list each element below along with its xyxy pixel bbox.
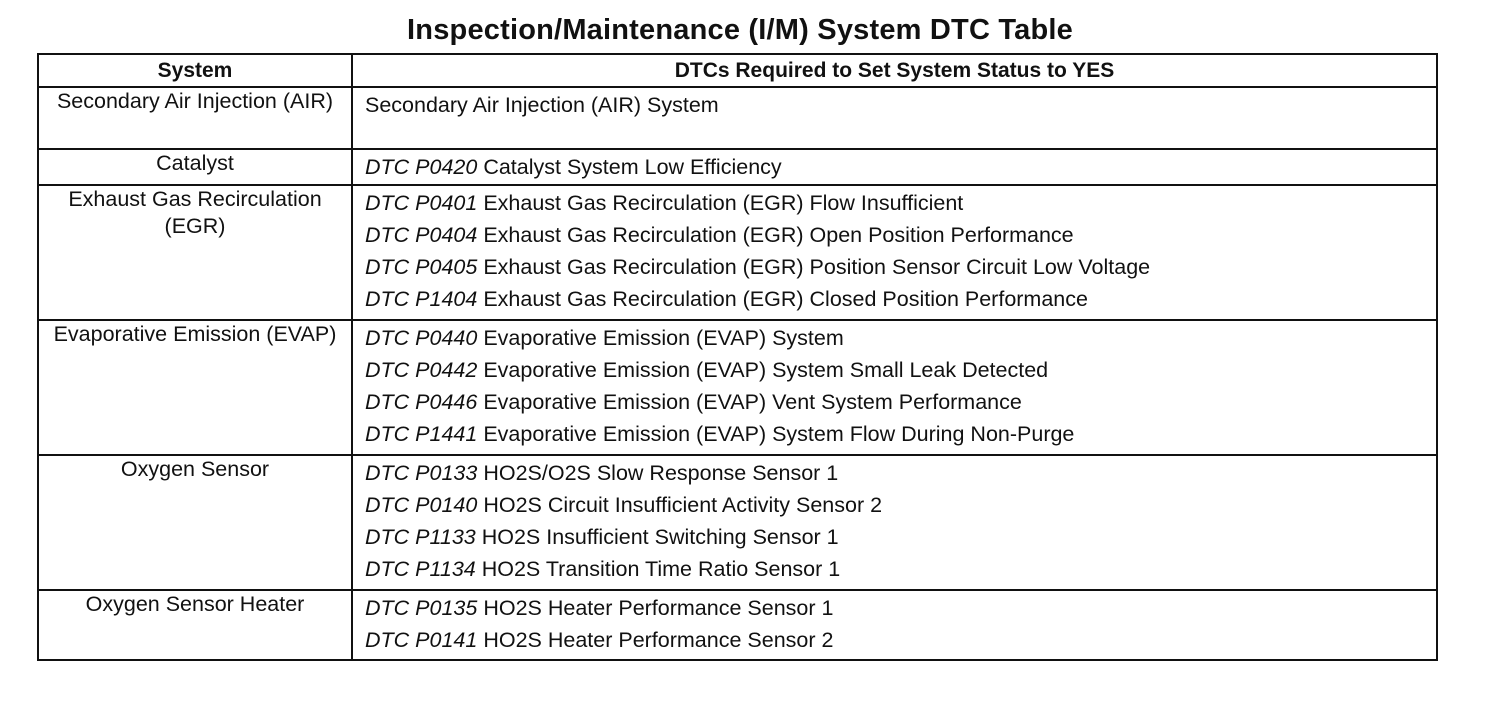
system-cell	[38, 320, 352, 455]
system-name: Evaporative Emission (EVAP)	[53, 322, 337, 346]
dtc-code: DTC P1404	[365, 287, 478, 311]
dtc-description: HO2S/O2S Slow Response Sensor 1	[483, 461, 839, 485]
table-row	[38, 185, 1437, 320]
system-cell	[38, 590, 352, 660]
header-dtcs: DTCs Required to Set System Status to YES	[352, 54, 1437, 87]
dtc-entry	[365, 387, 1436, 419]
dtc-entry	[365, 625, 1436, 657]
dtc-description: HO2S Insufficient Switching Sensor 1	[481, 525, 839, 549]
table-header-row	[38, 54, 1437, 87]
system-name: Oxygen Sensor	[120, 457, 270, 481]
dtc-description: HO2S Circuit Insufficient Activity Sensor 2	[483, 493, 883, 517]
dtc-cell	[352, 455, 1437, 590]
system-name: Oxygen Sensor Heater	[85, 592, 305, 616]
system-cell	[38, 149, 352, 185]
dtc-code: DTC P0440	[365, 326, 478, 350]
dtc-code: DTC P0140	[365, 493, 478, 517]
system-name: Catalyst	[156, 151, 234, 175]
header-system: System	[38, 54, 352, 87]
dtc-entry	[365, 490, 1436, 522]
dtc-cell	[352, 185, 1437, 320]
dtc-description: Exhaust Gas Recirculation (EGR) Flow Insufficient	[483, 191, 964, 215]
dtc-entry	[365, 284, 1436, 316]
dtc-description: Catalyst System Low Efficiency	[483, 155, 782, 179]
dtc-cell	[352, 87, 1437, 149]
dtc-entry	[365, 554, 1436, 586]
dtc-code: DTC P1133	[365, 525, 476, 549]
dtc-description: Evaporative Emission (EVAP) System Small Leak Detected	[483, 358, 1049, 382]
dtc-code: DTC P0133	[365, 461, 478, 485]
table-row	[38, 320, 1437, 455]
dtc-entry	[365, 355, 1436, 387]
dtc-entry	[365, 152, 1436, 184]
dtc-entry	[365, 220, 1436, 252]
dtc-entry	[365, 323, 1436, 355]
dtc-code: DTC P0135	[365, 596, 478, 620]
dtc-code: DTC P0401	[365, 191, 478, 215]
dtc-code: DTC P0420	[365, 155, 478, 179]
dtc-description: HO2S Heater Performance Sensor 2	[483, 628, 834, 652]
dtc-description: Evaporative Emission (EVAP) Vent System Performance	[483, 390, 1022, 414]
dtc-description: Evaporative Emission (EVAP) System Flow During Non-Purge	[483, 422, 1075, 446]
dtc-cell	[352, 590, 1437, 660]
dtc-entry	[365, 252, 1436, 284]
system-cell	[38, 185, 352, 320]
dtc-description: Evaporative Emission (EVAP) System	[483, 326, 844, 350]
dtc-entry	[365, 90, 1436, 122]
dtc-entry	[365, 522, 1436, 554]
dtc-entry	[365, 419, 1436, 451]
dtc-code: DTC P0442	[365, 358, 478, 382]
dtc-entry	[365, 458, 1436, 490]
dtc-description: Exhaust Gas Recirculation (EGR) Position Sensor Circuit Low Voltage	[483, 255, 1151, 279]
dtc-description: Secondary Air Injection (AIR) System	[365, 93, 719, 117]
system-name: Exhaust Gas Recirculation (EGR)	[68, 187, 322, 238]
system-cell	[38, 87, 352, 149]
dtc-description: HO2S Transition Time Ratio Sensor 1	[481, 557, 841, 581]
table-row	[38, 149, 1437, 185]
dtc-code: DTC P0141	[365, 628, 478, 652]
system-cell	[38, 455, 352, 590]
dtc-code: DTC P1441	[365, 422, 478, 446]
dtc-entry	[365, 593, 1436, 625]
table-row	[38, 87, 1437, 149]
table-row	[38, 590, 1437, 660]
dtc-description: Exhaust Gas Recirculation (EGR) Closed Position Performance	[483, 287, 1088, 311]
dtc-description: Exhaust Gas Recirculation (EGR) Open Position Performance	[483, 223, 1074, 247]
dtc-code: DTC P0405	[365, 255, 478, 279]
system-name: Secondary Air Injection (AIR)	[56, 89, 334, 113]
page-title: Inspection/Maintenance (I/M) System DTC Table	[407, 14, 1073, 46]
dtc-table	[37, 53, 1438, 661]
dtc-code: DTC P0446	[365, 390, 478, 414]
dtc-cell	[352, 320, 1437, 455]
dtc-code: DTC P0404	[365, 223, 478, 247]
dtc-entry	[365, 188, 1436, 220]
dtc-code: DTC P1134	[365, 557, 476, 581]
dtc-description: HO2S Heater Performance Sensor 1	[483, 596, 834, 620]
table-row	[38, 455, 1437, 590]
dtc-cell	[352, 149, 1437, 185]
